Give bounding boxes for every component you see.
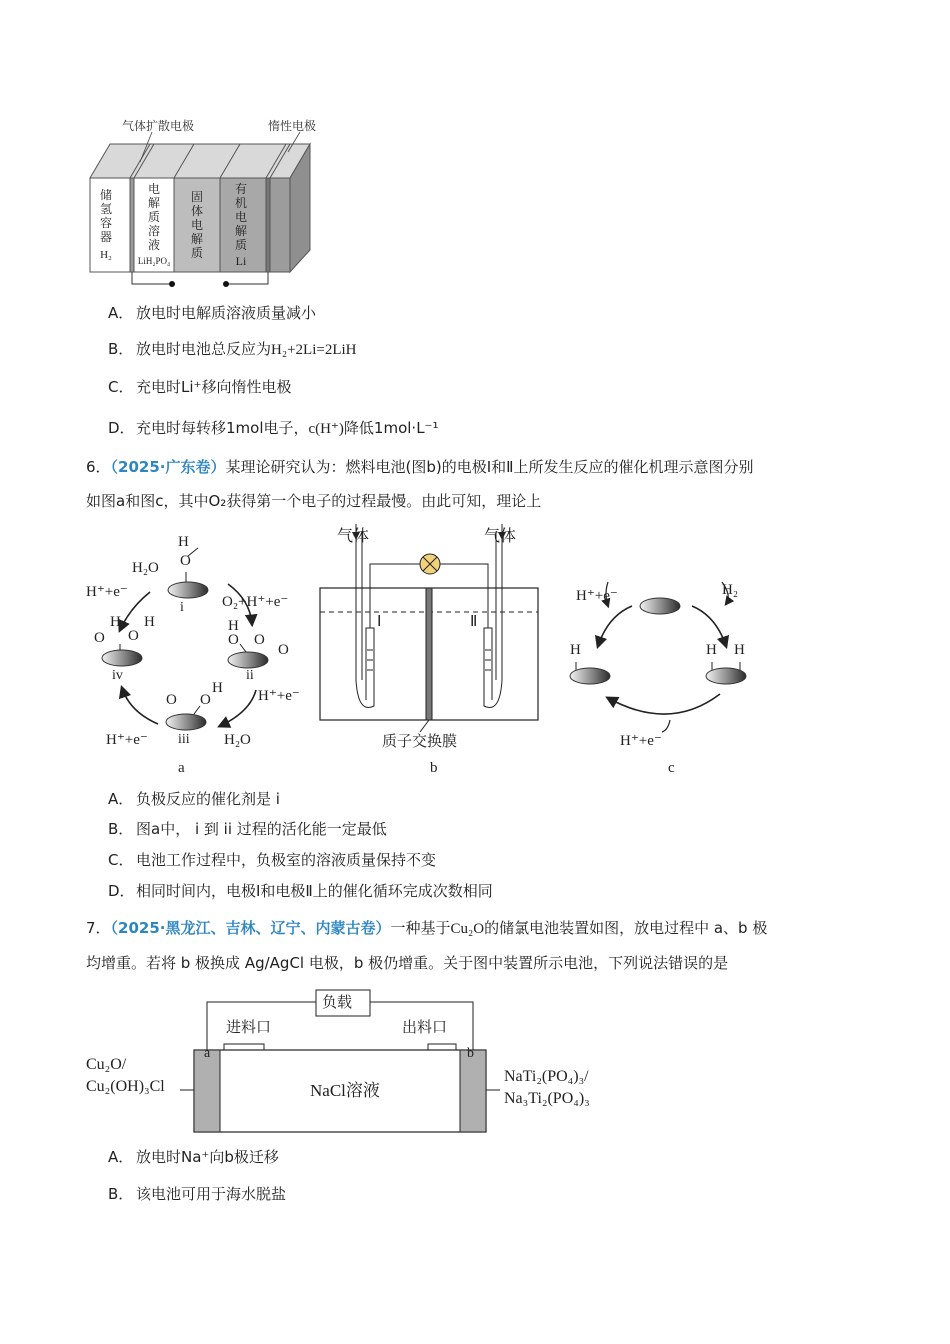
q7-inlet: 进料口 bbox=[226, 1018, 272, 1036]
a-hplus-right: H⁺+e⁻ bbox=[258, 688, 300, 704]
a-iv-o1: O bbox=[128, 628, 139, 644]
a-o-top: O bbox=[180, 553, 191, 569]
column-solid-electrolyte-label: 固 体 电 解 质 bbox=[190, 190, 203, 260]
a-iii-o1: O bbox=[166, 692, 177, 708]
c-hplus-top: H⁺+e⁻ bbox=[576, 588, 618, 604]
a-ii: ii bbox=[246, 668, 254, 683]
c-h2: H₂ bbox=[722, 582, 739, 598]
column-storage-label: 储 氢 容 器 H₂ bbox=[99, 188, 112, 261]
q7-left-1: Cu₂O/ bbox=[86, 1056, 127, 1073]
q7-electrode-b: b bbox=[467, 1046, 474, 1061]
q6-option-c[interactable]: C． 电池工作过程中，负极室的溶液质量保持不变 bbox=[108, 851, 437, 869]
a-iv-h2: H bbox=[144, 614, 155, 630]
a-ii-o: O bbox=[228, 632, 239, 648]
q7-option-a[interactable]: A． 放电时Na⁺向b极迁移 bbox=[108, 1148, 279, 1166]
a-o2-right: O₂+H⁺+e⁻ bbox=[222, 594, 289, 610]
terminal-right bbox=[223, 281, 229, 287]
q5-option-b[interactable]: B． 放电时电池总反应为H₂+2Li=2LiH bbox=[108, 340, 357, 358]
q7-left-2: Cu₂(OH)₃Cl bbox=[86, 1078, 165, 1095]
caption-a: a bbox=[178, 760, 185, 776]
q7-electrode-a: a bbox=[204, 1046, 211, 1061]
column-electrolyte-solution-label: 电 解 质 溶 液 LiH₂PO₄ bbox=[137, 182, 171, 266]
a-iv-h1: H bbox=[110, 614, 121, 630]
q7-solution: NaCl溶液 bbox=[310, 1081, 380, 1100]
a-h-top: H bbox=[178, 534, 189, 550]
c-h-right-1: H bbox=[706, 642, 717, 658]
label-inert-electrode: 惰性电极 bbox=[268, 119, 317, 133]
q7-right-1: NaTi₂(PO₄)₃/ bbox=[504, 1068, 589, 1085]
q5-option-d[interactable]: D．充电时每转移1mol电子，c(H⁺)降低1mol·L⁻¹ bbox=[108, 419, 439, 437]
q6-option-b[interactable]: B． 图a中， i 到 ii 过程的活化能一定最低 bbox=[108, 820, 387, 838]
a-hplus-left: H⁺+e⁻ bbox=[86, 584, 128, 600]
q5-option-c[interactable]: C． 充电时Li⁺移向惰性电极 bbox=[108, 378, 292, 396]
q6-stem: 6．（2025·广东卷）某理论研究认为：燃料电池(图b)的电极Ⅰ和Ⅱ上所发生反应的催化机理示意图分别 如图a和图c，其中O₂获得第一个电子的过程最慢。由此可知，理论上 bbox=[86, 458, 754, 510]
a-iii: iii bbox=[178, 732, 190, 747]
column-organic-electrolyte-label: 有 机 电 解 质 Li bbox=[234, 182, 247, 268]
q5-option-a[interactable]: A． 放电时电解质溶液质量减小 bbox=[108, 304, 317, 322]
a-ii-o2: O bbox=[254, 632, 265, 648]
battery-diagram bbox=[80, 110, 340, 290]
a-i: i bbox=[180, 600, 184, 615]
caption-b: b bbox=[430, 760, 438, 776]
q6-option-d[interactable]: D．相同时间内，电极Ⅰ和电极Ⅱ上的催化循环完成次数相同 bbox=[108, 882, 493, 900]
q7-load: 负载 bbox=[322, 993, 353, 1011]
a-ii-h-o: H bbox=[228, 618, 239, 634]
a-ii-o3: O bbox=[278, 642, 289, 658]
b-electrode-1: Ⅰ bbox=[377, 614, 382, 630]
q7-right-2: Na₃Ti₂(PO₄)₃ bbox=[504, 1090, 590, 1107]
b-electrode-2: Ⅱ bbox=[470, 614, 478, 630]
c-h-left: H bbox=[570, 642, 581, 658]
a-h2o-bottom: H₂O bbox=[224, 732, 251, 748]
caption-c: c bbox=[668, 760, 675, 776]
q7-outlet: 出料口 bbox=[402, 1018, 448, 1036]
terminal-left bbox=[169, 281, 175, 287]
a-iv-o2: O bbox=[94, 630, 105, 646]
q6-option-a[interactable]: A． 负极反应的催化剂是 i bbox=[108, 790, 280, 808]
q7-stem: 7．（2025·黑龙江、吉林、辽宁、内蒙古卷）一种基于Cu₂O的储氯电池装置如图，放电过程中 a、b 极 均增重。若将 b 极换成 Ag/AgCl 电极，b 极仍增重。关于图中装置所示电池，下列说法错误的是 bbox=[86, 919, 768, 972]
b-gas-right: 气体 bbox=[484, 526, 517, 545]
a-iii-o2: O bbox=[200, 692, 211, 708]
a-iii-h: H bbox=[212, 680, 223, 696]
c-h-right-2: H bbox=[734, 642, 745, 658]
q7-option-b[interactable]: B． 该电池可用于海水脱盐 bbox=[108, 1185, 287, 1203]
label-gas-diffusion-electrode: 气体扩散电极 bbox=[122, 119, 195, 133]
a-hplus-bottom: H⁺+e⁻ bbox=[106, 732, 148, 748]
b-membrane: 质子交换膜 bbox=[382, 732, 458, 750]
a-h2o-top: H₂O bbox=[132, 560, 159, 576]
b-gas-left: 气体 bbox=[337, 526, 370, 545]
c-hplus-bottom: H⁺+e⁻ bbox=[620, 733, 662, 749]
a-iv: iv bbox=[112, 668, 123, 683]
